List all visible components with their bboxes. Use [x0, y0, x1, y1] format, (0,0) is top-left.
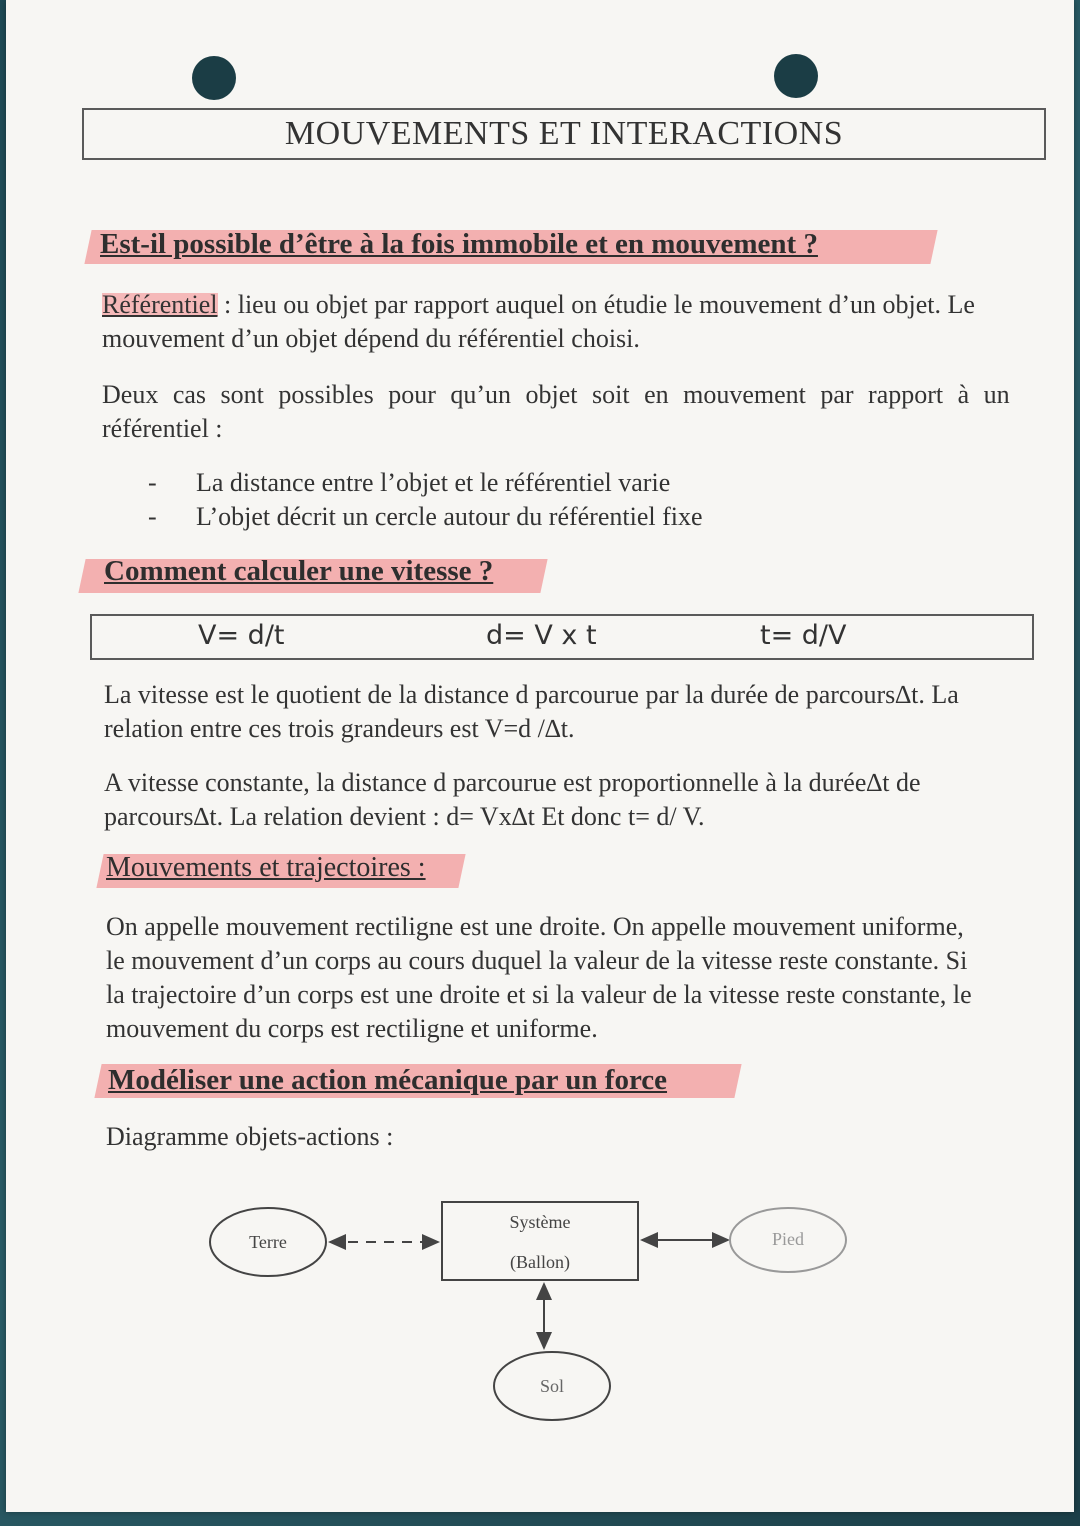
formula-speed: V= d/t: [198, 620, 285, 651]
list-item: - La distance entre l’objet et le référentiel varie: [102, 466, 1042, 500]
diagram-label: Diagramme objets-actions :: [106, 1122, 394, 1151]
list-item: - L’objet décrit un cercle autour du référentiel fixe: [102, 500, 1042, 534]
section-heading-force: Modéliser une action mécanique par un force: [108, 1064, 667, 1097]
system-sublabel: (Ballon): [510, 1252, 570, 1272]
vitesse-definition: La vitesse est le quotient de la distance d parcourue par la durée de parcours∆t. La relation entre ces trois grandeurs est V=d /∆t.: [104, 680, 959, 743]
pied-label: Pied: [771, 1229, 805, 1249]
page-title: [82, 108, 1046, 160]
terre-label: Terre: [249, 1232, 287, 1252]
trajectoires-paragraph: On appelle mouvement rectiligne est une droite. On appelle mouvement uniforme, le mouvement d’un corps au cours duquel la valeur de la vitesse reste constante. Si la trajectoire d’un corps est une droite et si la valeur de la vitesse reste constante, le mouvement du corps est rectiligne et uniforme.: [106, 912, 972, 1043]
section-heading-immobile: Est-il possible d’être à la fois immobile et en mouvement ?: [100, 228, 818, 261]
punch-hole-right: [774, 54, 818, 98]
cases-intro: Deux cas sont possibles pour qu’un objet soit en mouvement par rapport à un référentiel :: [102, 380, 1010, 443]
section-heading-vitesse: Comment calculer une vitesse ?: [104, 555, 493, 588]
formula-time: t= d/V: [760, 620, 847, 651]
punch-hole-left: [192, 56, 236, 100]
referentiel-definition: Référentiel : lieu ou objet par rapport auquel on étudie le mouvement d’un objet. Le mouvement d’un objet dépend du référentiel choisi.: [102, 290, 975, 353]
formula-distance: d= V x t: [486, 620, 597, 651]
vitesse-constante: A vitesse constante, la distance d parcourue est proportionnelle à la durée∆t de parcours∆t. La relation devient : d= Vx∆t Et donc t= d/ V.: [104, 768, 921, 831]
sol-label: Sol: [539, 1376, 565, 1396]
formula-box: [90, 614, 1034, 660]
system-label: Système: [509, 1212, 571, 1232]
objects-actions-diagram: [6, 1180, 1074, 1440]
paper-sheet: [6, 0, 1074, 1512]
cases-list: [102, 466, 1042, 534]
section-heading-trajectoires: Mouvements et trajectoires :: [106, 852, 426, 884]
referentiel-term: Référentiel: [102, 290, 218, 319]
page-title-text: MOUVEMENTS ET INTERACTIONS: [284, 115, 844, 152]
